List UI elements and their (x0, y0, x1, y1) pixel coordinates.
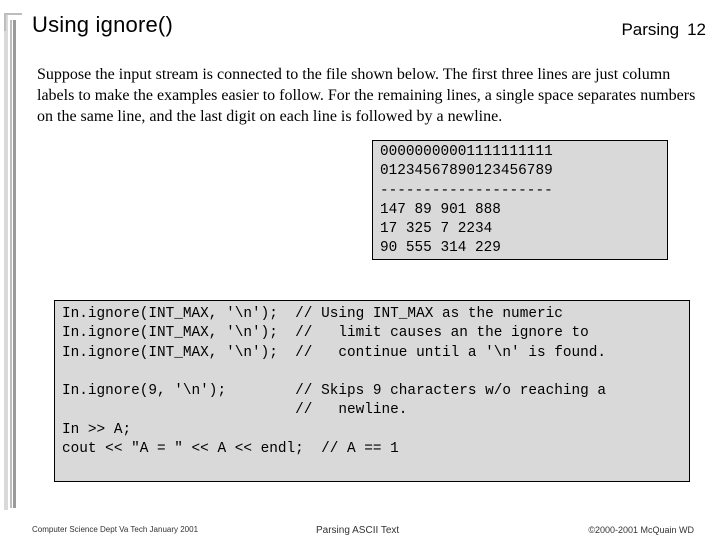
file-line: 90 555 314 229 (380, 240, 501, 257)
code-line: In.ignore(9, '\n'); // Skips 9 characters w/o reaching a (62, 383, 607, 400)
input-file-box (372, 140, 668, 260)
file-line: 00000000001111111111 (380, 144, 553, 160)
file-line: -------------------- (380, 182, 553, 199)
corner-decor (4, 13, 22, 31)
slide-number: 12 (687, 20, 706, 39)
code-line: In >> A; (62, 421, 132, 438)
file-line: 01234567890123456789 (380, 163, 553, 180)
code-line: // newline. (62, 402, 408, 419)
left-decor-bar (10, 20, 12, 508)
footer-topic: Parsing ASCII Text (316, 525, 400, 536)
file-line: 147 89 901 888 (380, 201, 501, 218)
footer-course-info: Computer Science Dept Va Tech January 2001 (32, 525, 199, 534)
slide-title: Using ignore() (32, 12, 173, 37)
code-example-box (54, 300, 690, 482)
left-decor-bar (4, 14, 8, 510)
code-line: In.ignore(INT_MAX, '\n'); // Using INT_MAX as the numeric (62, 306, 563, 322)
code-line: In.ignore(INT_MAX, '\n'); // limit causes an the ignore to (62, 325, 589, 342)
code-line (62, 363, 689, 382)
code-line: In.ignore(INT_MAX, '\n'); // continue until a '\n' is found. (62, 344, 607, 361)
footer-copyright: ©2000-2001 McQuain WD (588, 525, 694, 535)
left-decor-bar (13, 20, 16, 508)
file-line: 17 325 7 2234 (380, 221, 493, 238)
slide-section-label (621, 20, 706, 40)
section-name: Parsing (621, 20, 680, 39)
code-line: cout << "A = " << A << endl; // A == 1 (62, 441, 399, 458)
body-paragraph: Suppose the input stream is connected to the file shown below. The first three lines are just column labels to make the examples easier to follow. For the remaining lines, a single space separates numbers on the same line, and the last digit on each line is followed by a newline. (37, 66, 696, 125)
